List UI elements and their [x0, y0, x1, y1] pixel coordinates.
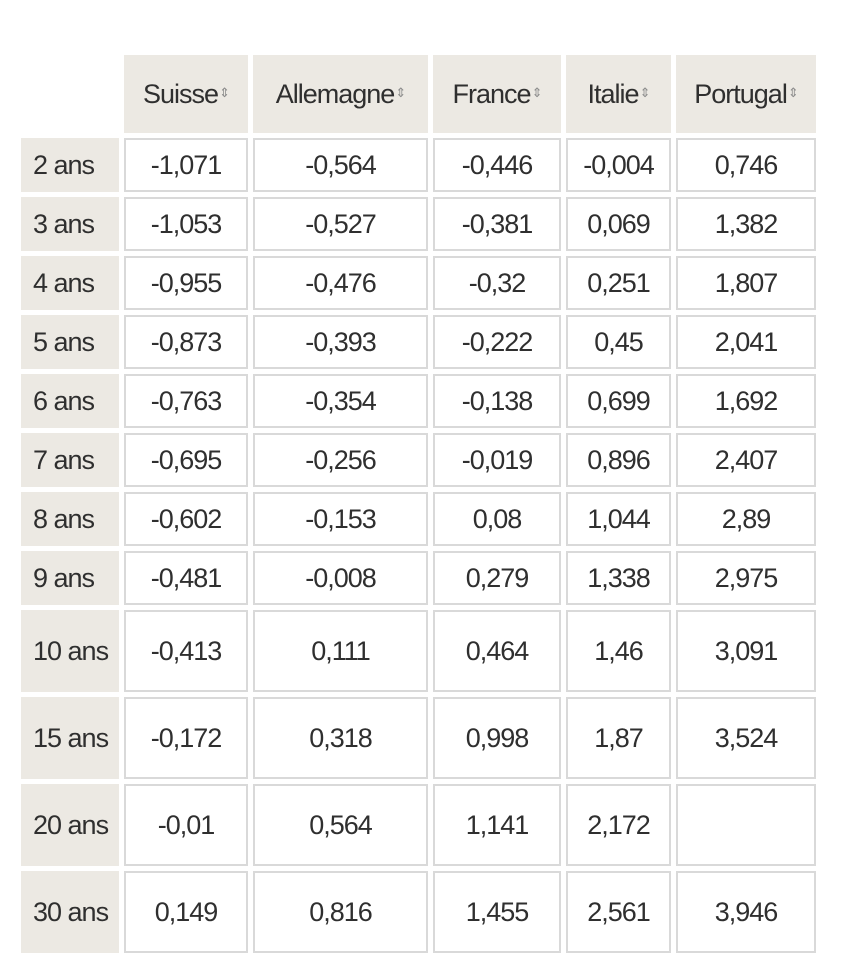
table-row	[21, 256, 816, 310]
header-row	[21, 55, 816, 133]
yield-cell: 2,975	[676, 551, 816, 605]
yield-cell: 0,149	[124, 871, 248, 953]
yield-cell: 0,816	[253, 871, 428, 953]
table-row	[21, 610, 816, 692]
sort-arrows-icon[interactable]: ⇕	[219, 84, 229, 100]
yield-cell: 0,998	[433, 697, 561, 779]
yield-cell: -0,527	[253, 197, 428, 251]
yield-cell: 1,46	[566, 610, 671, 692]
yield-cell: 0,279	[433, 551, 561, 605]
row-header-maturity: 5 ans	[21, 315, 119, 369]
yield-cell: 1,807	[676, 256, 816, 310]
sort-arrows-icon[interactable]: ⇕	[531, 84, 542, 100]
row-header-maturity: 3 ans	[21, 197, 119, 251]
yield-cell: -0,393	[253, 315, 428, 369]
yield-cell: 2,561	[566, 871, 671, 953]
yield-cell: -1,071	[124, 138, 248, 192]
sort-arrows-icon[interactable]: ⇕	[395, 84, 406, 100]
table-row	[21, 315, 816, 369]
column-header-suisse[interactable]	[124, 55, 248, 133]
yield-cell: -1,053	[124, 197, 248, 251]
yield-cell: 3,091	[676, 610, 816, 692]
yield-cell: -0,564	[253, 138, 428, 192]
yield-cell: 0,08	[433, 492, 561, 546]
yield-cell: -0,01	[124, 784, 248, 866]
yield-cell: -0,873	[124, 315, 248, 369]
yield-cell: -0,222	[433, 315, 561, 369]
column-header-label: Suisse	[143, 78, 219, 109]
table-row	[21, 784, 816, 866]
yield-cell: -0,138	[433, 374, 561, 428]
yield-cell: -0,354	[253, 374, 428, 428]
yield-cell: -0,413	[124, 610, 248, 692]
yield-cell: 1,692	[676, 374, 816, 428]
column-header-label: Italie	[587, 78, 639, 109]
yield-cell: 1,382	[676, 197, 816, 251]
yield-cell: 3,946	[676, 871, 816, 953]
row-header-maturity: 2 ans	[21, 138, 119, 192]
column-header-label: Portugal	[694, 78, 787, 109]
column-header-france[interactable]	[433, 55, 561, 133]
table-row	[21, 871, 816, 953]
row-header-maturity: 7 ans	[21, 433, 119, 487]
sort-arrows-icon[interactable]: ⇕	[639, 84, 650, 100]
yield-cell: -0,476	[253, 256, 428, 310]
table-row	[21, 697, 816, 779]
yield-cell: -0,446	[433, 138, 561, 192]
yield-cell: 0,069	[566, 197, 671, 251]
yield-cell: -0,32	[433, 256, 561, 310]
row-header-maturity: 4 ans	[21, 256, 119, 310]
row-header-maturity: 15 ans	[21, 697, 119, 779]
yield-cell: -0,153	[253, 492, 428, 546]
yield-cell: 1,338	[566, 551, 671, 605]
yield-cell	[676, 784, 816, 866]
table-row	[21, 374, 816, 428]
table-body	[21, 138, 816, 953]
yield-cell: -0,019	[433, 433, 561, 487]
yield-cell: 0,464	[433, 610, 561, 692]
row-header-maturity: 8 ans	[21, 492, 119, 546]
column-header-label: Allemagne	[275, 78, 395, 109]
yield-cell: 1,044	[566, 492, 671, 546]
yield-cell: -0,008	[253, 551, 428, 605]
column-header-portugal[interactable]	[676, 55, 816, 133]
row-header-maturity: 30 ans	[21, 871, 119, 953]
yield-cell: 2,407	[676, 433, 816, 487]
yield-cell: 0,251	[566, 256, 671, 310]
yield-cell: -0,763	[124, 374, 248, 428]
corner-cell	[21, 55, 119, 133]
yield-cell: 1,87	[566, 697, 671, 779]
column-header-label: France	[452, 78, 531, 109]
yield-cell: -0,955	[124, 256, 248, 310]
table-row	[21, 433, 816, 487]
yield-cell: -0,172	[124, 697, 248, 779]
yield-cell: -0,004	[566, 138, 671, 192]
yield-cell: 3,524	[676, 697, 816, 779]
yield-cell: 1,455	[433, 871, 561, 953]
row-header-maturity: 10 ans	[21, 610, 119, 692]
sort-arrows-icon[interactable]: ⇕	[787, 84, 798, 100]
column-header-italie[interactable]	[566, 55, 671, 133]
bond-yield-table	[16, 50, 821, 958]
row-header-maturity: 9 ans	[21, 551, 119, 605]
yield-cell: 1,141	[433, 784, 561, 866]
yield-cell: 2,172	[566, 784, 671, 866]
yield-cell: -0,481	[124, 551, 248, 605]
yield-cell: 2,041	[676, 315, 816, 369]
row-header-maturity: 6 ans	[21, 374, 119, 428]
yield-cell: 0,45	[566, 315, 671, 369]
yield-cell: 0,318	[253, 697, 428, 779]
table-row	[21, 492, 816, 546]
yield-cell: -0,381	[433, 197, 561, 251]
table-row	[21, 197, 816, 251]
yield-cell: 0,564	[253, 784, 428, 866]
yield-cell: 2,89	[676, 492, 816, 546]
table-row	[21, 551, 816, 605]
yield-cell: 0,746	[676, 138, 816, 192]
yield-cell: -0,695	[124, 433, 248, 487]
table-row	[21, 138, 816, 192]
column-header-allemagne[interactable]	[253, 55, 428, 133]
yield-cell: 0,699	[566, 374, 671, 428]
yield-cell: 0,111	[253, 610, 428, 692]
yield-cell: -0,602	[124, 492, 248, 546]
yield-cell: 0,896	[566, 433, 671, 487]
yield-cell: -0,256	[253, 433, 428, 487]
row-header-maturity: 20 ans	[21, 784, 119, 866]
